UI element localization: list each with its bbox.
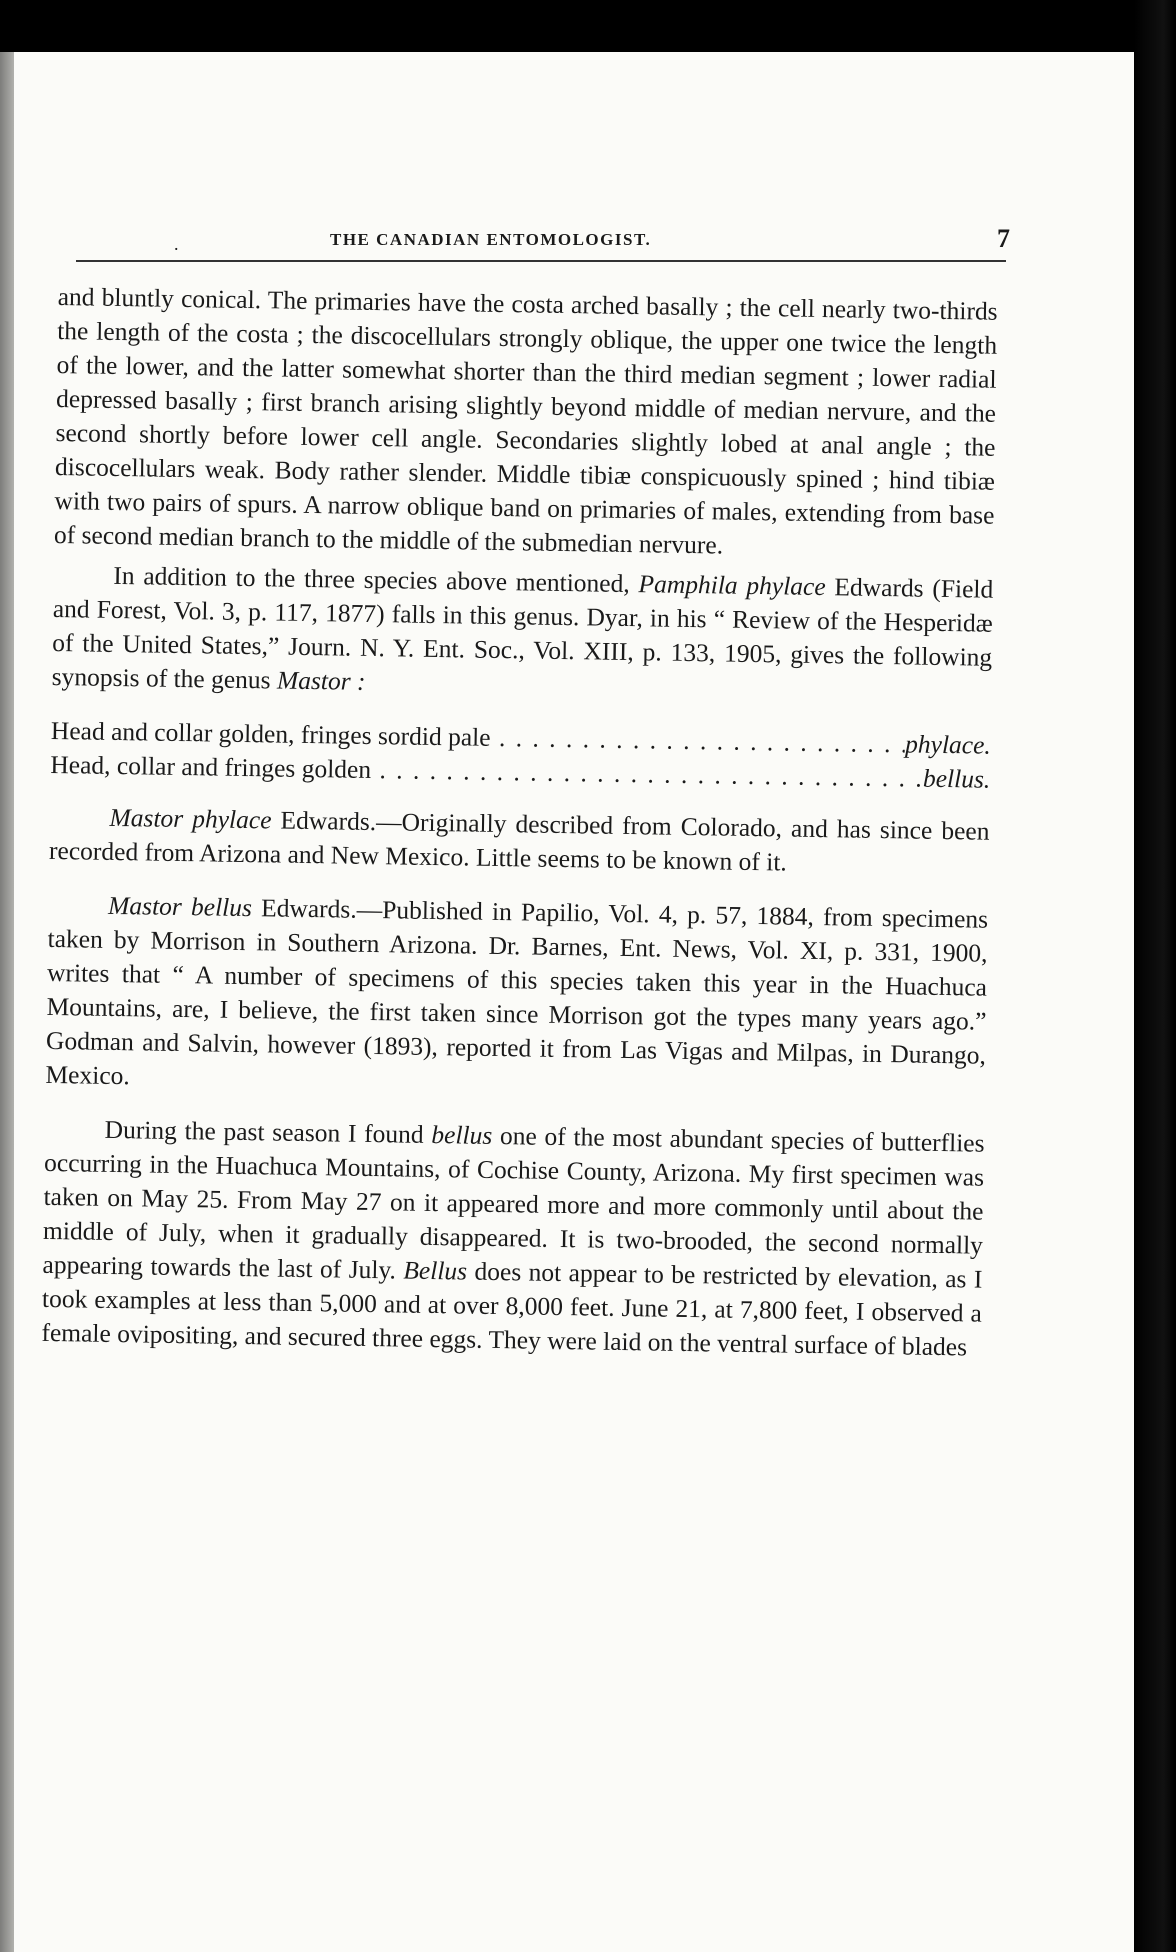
text-run: In addition to the three species above mentioned, xyxy=(113,560,639,599)
page-number: 7 xyxy=(997,224,1010,253)
species-name: Pamphila phylace xyxy=(638,569,826,602)
paragraph-genus-description: and bluntly conical. The primaries have the costa arched basally ; the cell nearly two-thirds the length of the costa ; the discocellulars strongly oblique, the upper one twice the length of the lower, and the latter somewhat shorter than the third median segment ; lower radial depressed basally ; first branch arising slightly beyond middle of median nervure, and the second shortly before lower cell angle. Secondaries slightly lobed at anal angle ; the discocellulars weak. Body rather slender. Middle tibiæ conspicuously spined ; hind tibiæ with two pairs of spurs. A narrow oblique band on primaries of males, extending from base of second median branch to the middle of the submedian nervure. xyxy=(53,281,998,560)
text-run: Edwards.—Published in Papilio, Vol. 4, p. 57, 1884, from specimens taken by Morrison in Southern Arizona. Dr. Barnes, Ent. News, Vol. XI, p. 331, 1900, writes that “ A number of specimens of this species taken this year in the Huachuca Mountains, are, I believe, the first taken since Morrison got the types many years ago.” Godman and Salvin, however (1893), reported it from Las Vigas and Milpas, in Durango, Mexico. xyxy=(45,893,989,1091)
species-heading: Mastor phylace xyxy=(109,802,272,835)
species-name: Bellus xyxy=(403,1255,468,1286)
species-name: bellus xyxy=(431,1119,493,1150)
text-run: Edwards (Field and Forest, Vol. 3, p. 117, 1877) falls in this genus. Dyar, in his “ Review of the Hesperidæ of the United States,” Journ. N. Y. Ent. Soc., Vol. XIII, p. 133, 1905, gives the following synopsis of the genus xyxy=(51,572,994,695)
text-run: Edwards.—Originally described from Colorado, and has since been recorded from Arizona and New Mexico. Little seems to be known of it. xyxy=(48,805,990,877)
page-edge-dark xyxy=(1134,0,1176,1952)
paragraph-mastor-phylace xyxy=(49,800,990,883)
species-heading: Mastor bellus xyxy=(107,890,253,923)
text-run: does not appear to be restricted by elevation, as I took examples at less than 5,000 and at over 8,000 feet. June 21, at 7,800 feet, I observed a female ovipositing, and secured three eggs. They were laid on the ventral surface of blades xyxy=(41,1256,983,1362)
synopsis-species: phylace. xyxy=(904,729,992,760)
paragraph-field-observations xyxy=(41,1112,985,1365)
running-header xyxy=(70,222,1010,262)
header-dot: . xyxy=(174,234,179,254)
text-run: During the past season I found xyxy=(104,1114,432,1149)
synopsis-key xyxy=(50,714,991,797)
genus-name: Mastor : xyxy=(276,665,366,696)
header-rule xyxy=(76,260,1006,262)
paragraph-mastor-bellus xyxy=(45,888,988,1107)
paragraph-dyar-synopsis xyxy=(51,558,993,709)
journal-title: THE CANADIAN ENTOMOLOGIST. xyxy=(330,230,652,249)
synopsis-species: bellus. xyxy=(922,763,991,794)
article-body xyxy=(41,280,998,1365)
synopsis-text: Head, collar and fringes golden . . . xyxy=(50,748,923,796)
text-run: one of the most abundant species of butterflies occurring in the Huachuca Mountains, of Cochise County, Arizona. My first specimen was taken on May 25. From May 27 on it appeared more and more commonly until about the middle of July, when it gradually disappeared. It is two-brooded, the second normally appearing towards the last of July. xyxy=(42,1120,985,1285)
synopsis-text: Head and collar golden, fringes sordid pale . . . xyxy=(51,714,906,761)
